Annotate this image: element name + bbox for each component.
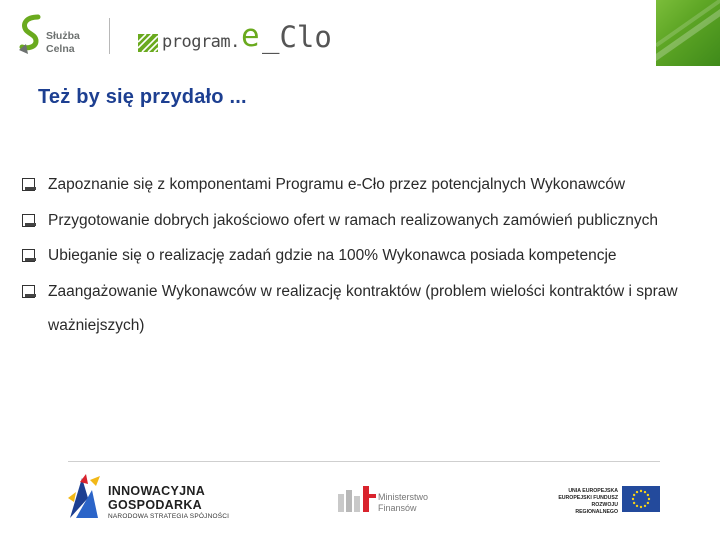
slide-header bbox=[0, 0, 720, 66]
bullet-item bbox=[22, 204, 712, 238]
program-e-letter: e bbox=[241, 18, 260, 54]
sluzba-celna-logo-icon bbox=[16, 14, 46, 56]
program-text: program. bbox=[162, 32, 240, 52]
checkbox-bullet-icon bbox=[22, 214, 35, 227]
footer-divider bbox=[68, 461, 660, 462]
checkbox-bullet-icon bbox=[22, 285, 35, 298]
bullet-text: Zaangażowanie Wykonawców w realizację kontraktów (problem wielości kontraktów i spraw ważniejszych) bbox=[48, 282, 678, 334]
ue-line2: EUROPEJSKI FUNDUSZ bbox=[558, 495, 618, 501]
corner-decoration bbox=[656, 0, 720, 66]
ministerstwo-finansow-logo-icon bbox=[336, 484, 378, 514]
innowacyjna-text: INNOWACYJNA bbox=[108, 484, 206, 498]
ministerstwo-text: Ministerstwo bbox=[378, 492, 429, 502]
ministerstwo-finansow-logo bbox=[336, 478, 446, 518]
innowacyjna-gospodarka-logo bbox=[66, 472, 236, 528]
program-eclo-logo bbox=[138, 14, 332, 58]
bullet-list bbox=[22, 168, 712, 344]
eu-flag-icon bbox=[622, 486, 660, 512]
bullet-item bbox=[22, 275, 712, 343]
bullet-item bbox=[22, 239, 712, 273]
ue-line3: ROZWOJU REGIONALNEGO bbox=[575, 502, 618, 515]
bullet-text: Ubieganie się o realizację zadań gdzie na 100% Wykonawca posiada kompetencje bbox=[48, 247, 617, 264]
unia-europejska-logo bbox=[548, 484, 664, 514]
slide-title: Też by się przydało ... bbox=[38, 86, 247, 108]
bullet-text: Zapoznanie się z komponentami Programu e-Cło przez potencjalnych Wykonawców bbox=[48, 176, 626, 193]
bullet-text: Przygotowanie dobrych jakościowo ofert w ramach realizowanych zamówień publicznych bbox=[48, 211, 658, 229]
ue-text bbox=[548, 488, 618, 516]
sluzba-celna-logo bbox=[16, 14, 116, 58]
program-eclo-logo-icon bbox=[138, 34, 158, 52]
checkbox-bullet-icon bbox=[22, 178, 35, 191]
sluzba-celna-line2: Celna bbox=[46, 43, 75, 55]
header-separator bbox=[109, 18, 110, 54]
gospodarka-text: GOSPODARKA bbox=[108, 498, 202, 512]
sluzba-celna-line1: Służba bbox=[46, 30, 80, 42]
finansow-text: Finansów bbox=[378, 503, 417, 513]
checkbox-bullet-icon bbox=[22, 249, 35, 262]
bullet-item bbox=[22, 168, 712, 202]
strategia-text: NARODOWA STRATEGIA SPÓJNOŚCI bbox=[108, 513, 230, 520]
ue-line1: UNIA EUROPEJSKA bbox=[568, 488, 618, 494]
program-clo-text: _Clo bbox=[262, 20, 332, 54]
innowacyjna-gospodarka-logo-icon bbox=[66, 472, 102, 522]
